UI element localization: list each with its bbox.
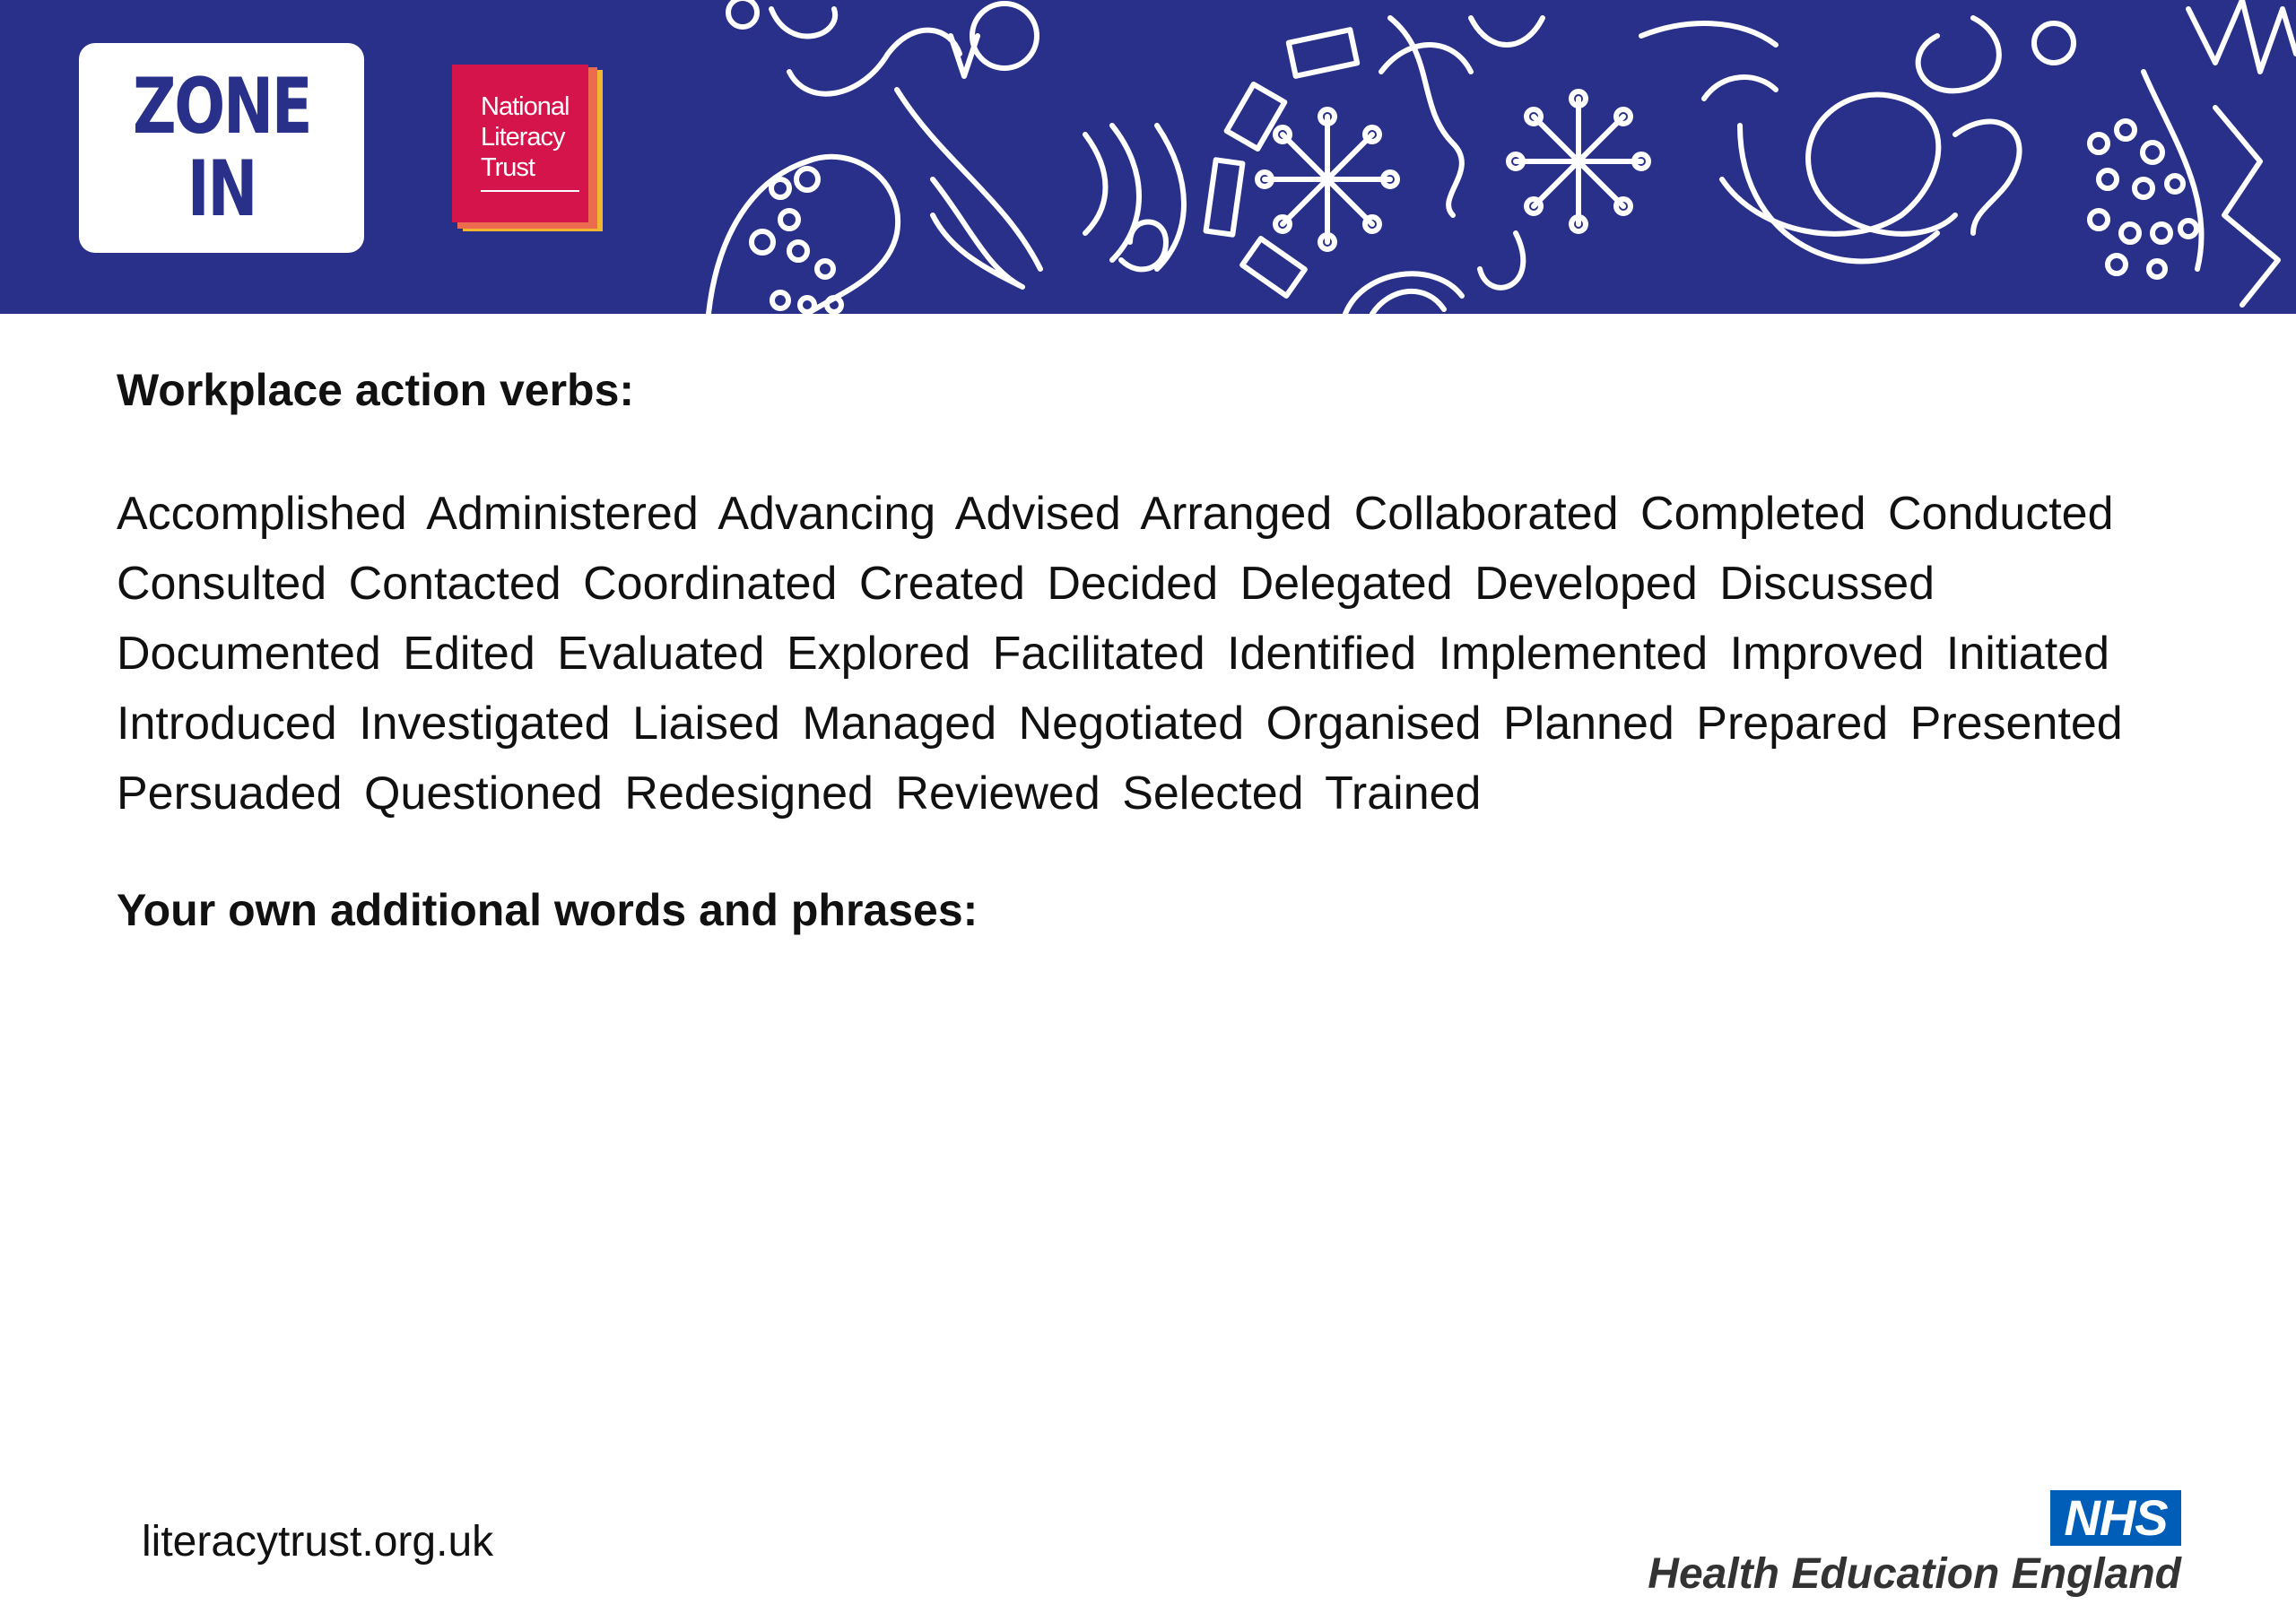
verb-item: Administered bbox=[426, 488, 699, 540]
verb-item: Identified bbox=[1227, 628, 1417, 680]
verb-item: Coordinated bbox=[583, 558, 838, 610]
verb-item: Liaised bbox=[632, 698, 780, 750]
verb-item: Conducted bbox=[1887, 488, 2114, 540]
zone-logo-line1: ZONE bbox=[132, 62, 311, 152]
verb-item: Decided bbox=[1047, 558, 1219, 610]
verb-item: Implemented bbox=[1438, 628, 1709, 680]
logo-text-line3: Trust bbox=[481, 153, 535, 182]
logo-underline bbox=[481, 190, 579, 192]
verb-item: Facilitated bbox=[992, 628, 1205, 680]
verb-item: Explored bbox=[786, 628, 971, 680]
verb-item: Initiated bbox=[1945, 628, 2110, 680]
header-banner bbox=[0, 0, 2296, 314]
verb-item: Contacted bbox=[348, 558, 561, 610]
verb-list bbox=[117, 479, 2126, 828]
verb-item: Edited bbox=[403, 628, 535, 680]
main-content bbox=[117, 359, 2126, 941]
verb-item: Negotiated bbox=[1018, 698, 1245, 750]
logo-text bbox=[481, 91, 569, 183]
nhs-hee-logo bbox=[1641, 1490, 2188, 1598]
logo-text-line2: Literacy bbox=[481, 123, 565, 152]
verb-item: Planned bbox=[1502, 698, 1674, 750]
verb-item: Advised bbox=[954, 488, 1121, 540]
verb-item: Documented bbox=[117, 628, 381, 680]
additional-words-heading: Your own additional words and phrases: bbox=[117, 885, 978, 935]
verb-item: Discussed bbox=[1719, 558, 1935, 610]
logo-text-line1: National bbox=[481, 92, 570, 121]
verb-item: Managed bbox=[802, 698, 997, 750]
verb-item: Collaborated bbox=[1353, 488, 1619, 540]
website-url: literacytrust.org.uk bbox=[142, 1518, 494, 1566]
verb-item: Advancing bbox=[718, 488, 936, 540]
verb-item: Accomplished bbox=[117, 488, 407, 540]
verb-item: Delegated bbox=[1239, 558, 1453, 610]
verb-item: Created bbox=[858, 558, 1025, 610]
verb-item: Reviewed bbox=[895, 768, 1100, 820]
verb-item: Persuaded bbox=[117, 768, 343, 820]
verb-item: Consulted bbox=[117, 558, 327, 610]
verb-item: Questioned bbox=[363, 768, 603, 820]
verb-item: Introduced bbox=[117, 698, 337, 750]
zone-in-logo bbox=[79, 43, 364, 253]
nhs-org-name: Health Education England bbox=[1648, 1550, 2181, 1598]
verb-item: Redesigned bbox=[624, 768, 874, 820]
verb-item: Improved bbox=[1729, 628, 1925, 680]
verb-item: Trained bbox=[1325, 768, 1482, 820]
zone-logo-line2: IN bbox=[187, 144, 257, 234]
verb-item: Selected bbox=[1122, 768, 1304, 820]
verb-item: Presented bbox=[1909, 698, 2123, 750]
verb-item: Arranged bbox=[1140, 488, 1333, 540]
verb-item: Developed bbox=[1474, 558, 1698, 610]
nhs-logo-badge: NHS bbox=[2050, 1490, 2181, 1546]
verb-item: Completed bbox=[1640, 488, 1866, 540]
verb-item: Organised bbox=[1265, 698, 1482, 750]
verb-item: Evaluated bbox=[557, 628, 765, 680]
national-literacy-trust-logo bbox=[452, 65, 603, 231]
verb-item: Investigated bbox=[359, 698, 611, 750]
verb-item: Prepared bbox=[1696, 698, 1889, 750]
section-heading: Workplace action verbs: bbox=[117, 365, 635, 415]
